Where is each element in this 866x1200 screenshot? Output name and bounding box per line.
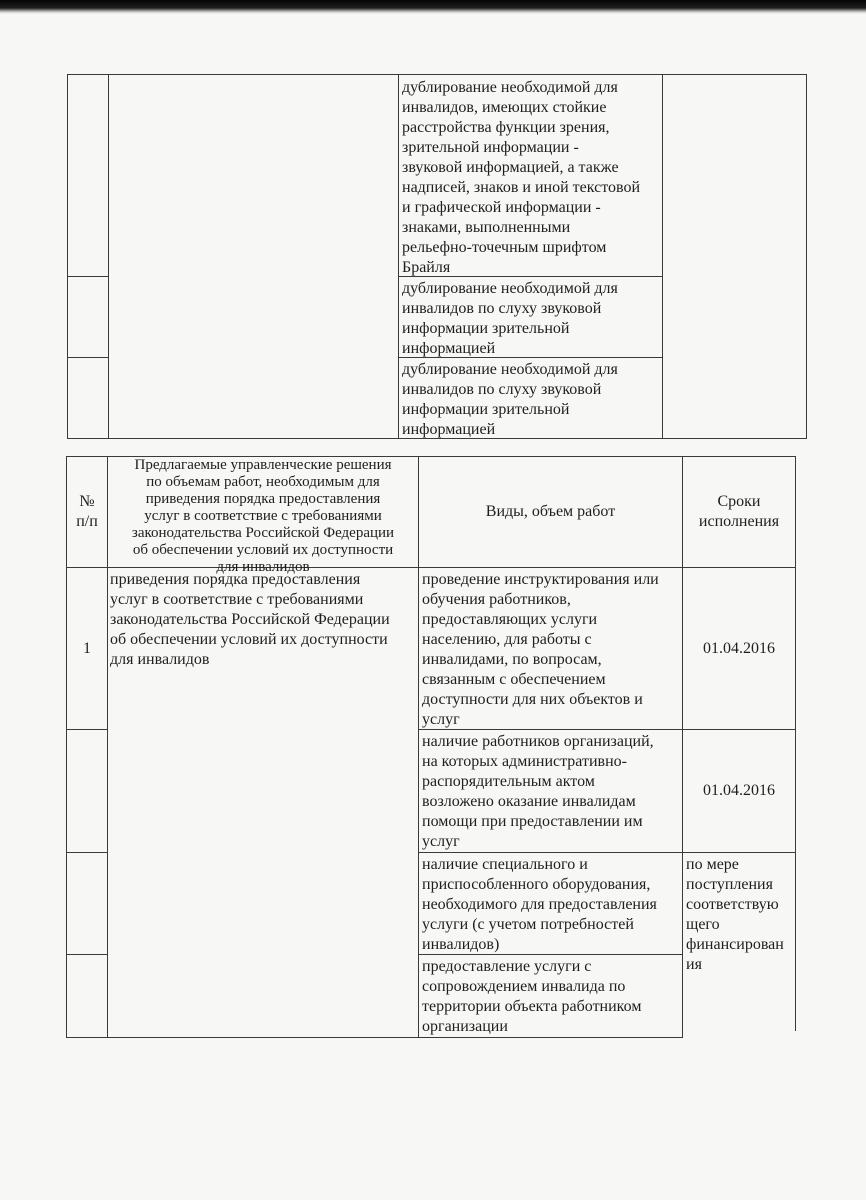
table-line: [66, 1037, 682, 1038]
table-line: [398, 74, 399, 439]
work-description: дублирование необходимой для инвалидов, имеющих стойкие расстройства функции зрения, зрительной информации - звуковой информацией, а также надписей, знаков и иной текстовой и графической информации - знаками, выполненными рельефно-точечным шрифтом Брайля: [402, 79, 640, 276]
work-description: наличие специального и приспособленного оборудования, необходимого для предоставления услуги (с учетом потребностей инвалидов): [422, 856, 657, 953]
work-description: предоставление услуги с сопровождением инвалида по территории объекта работником организации: [422, 958, 642, 1035]
work-description: проведение инструктирования или обучения работников, предоставляющих услуги населению, для работы с инвалидами, по вопросам, связанным с обеспечением доступности для них объектов и услуг: [422, 571, 659, 728]
table-line: [662, 74, 663, 439]
header-works: Виды, объем работ: [485, 503, 616, 520]
table-line: [107, 456, 108, 1038]
table-line: [67, 74, 68, 439]
work-description: дублирование необходимой для инвалидов по слуху звуковой информации зрительной информацией: [402, 280, 618, 357]
scan-top-edge: [0, 0, 866, 14]
table-line: [67, 276, 108, 277]
deadline: 01.04.2016: [703, 639, 775, 657]
table-line: [108, 74, 109, 439]
work-description: наличие работников организаций, на которых административно- распорядительным актом возложено оказание инвалидам помощи при предоставлении им услуг: [422, 733, 654, 850]
header-number: № п/п: [76, 493, 98, 530]
table-line: [66, 729, 107, 730]
table-line: [418, 852, 796, 853]
header-decisions: Предлагаемые управленческие решения по объемам работ, необходимым для приведения порядка предоставления услуг в соответствие с требованиями законодательства Российской Федерации об обеспечении условий их доступности для инвалидов: [131, 457, 395, 575]
table-line: [67, 357, 108, 358]
header-deadline: Сроки исполнения: [698, 493, 780, 530]
table-line: [806, 74, 807, 439]
table-line: [66, 852, 107, 853]
table-line: [67, 74, 806, 75]
table-line: [795, 456, 796, 1031]
table-line: [66, 954, 107, 955]
deadline: 01.04.2016: [703, 782, 775, 799]
row-number: 1: [83, 639, 91, 657]
work-description: дублирование необходимой для инвалидов по слуху звуковой информации зрительной информацией: [402, 361, 618, 438]
decision-text: приведения порядка предоставления услуг в соответствие с требованиями законодательства Российской Федерации об обеспечении условий их доступности для инвалидов: [110, 571, 390, 668]
deadline: по мере поступления соответствую щего финансирован ия: [686, 856, 784, 973]
